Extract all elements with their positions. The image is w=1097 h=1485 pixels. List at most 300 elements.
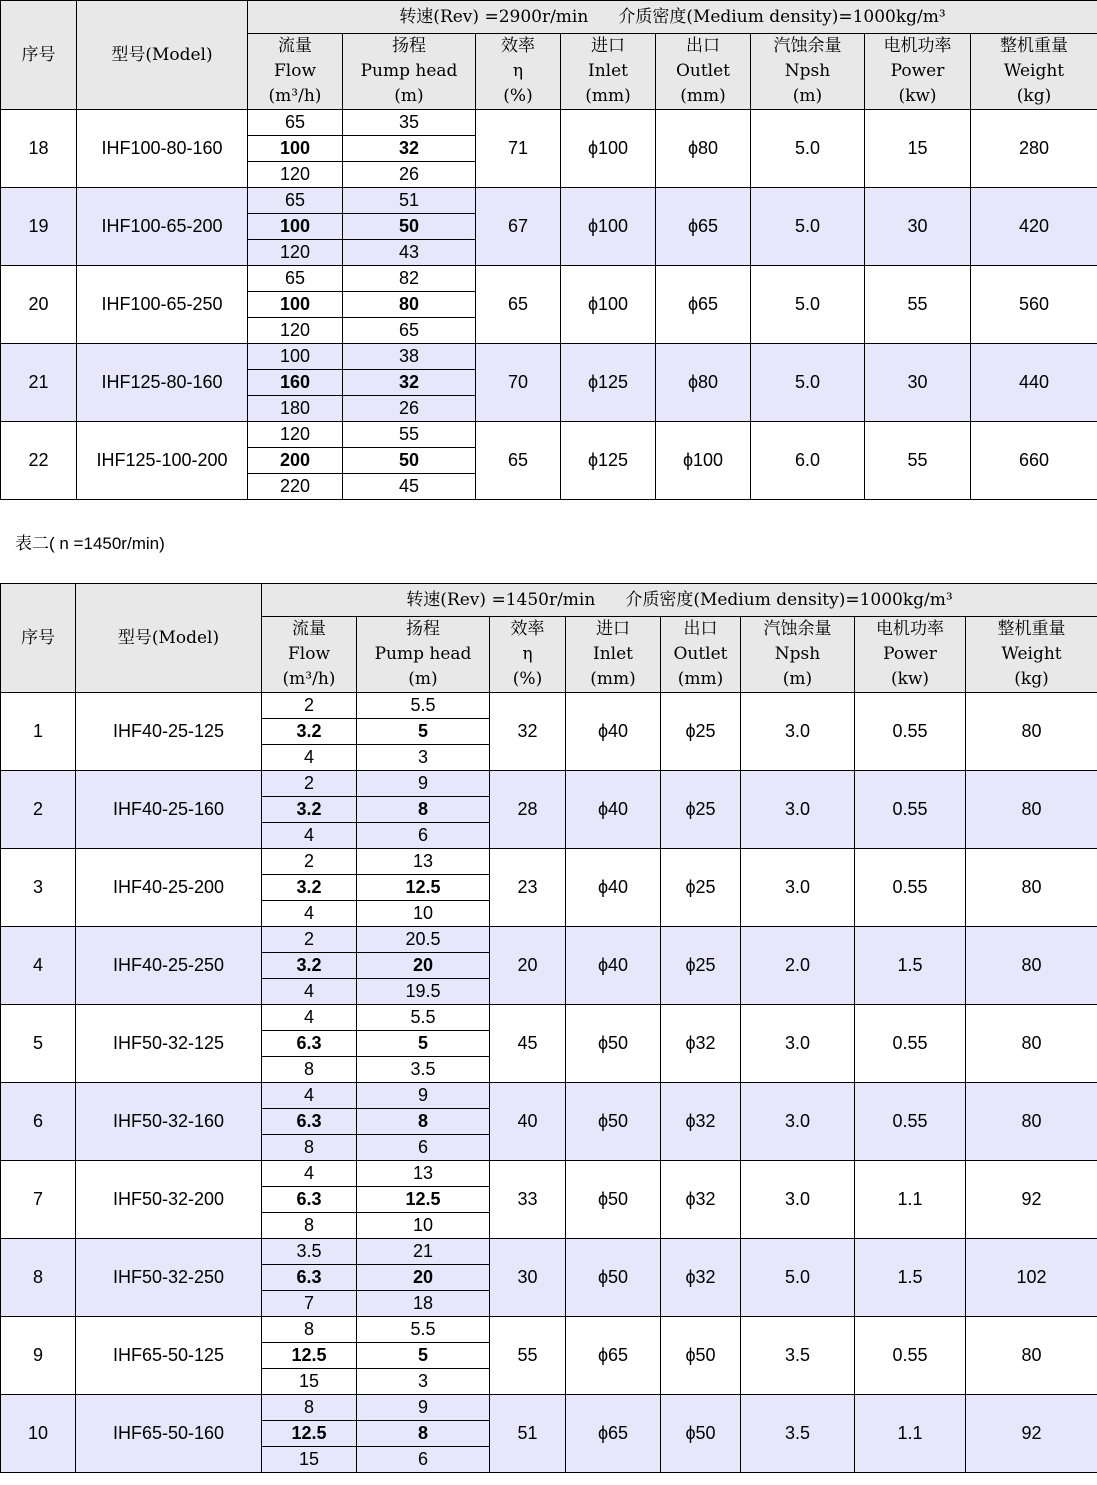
cell-outlet: ϕ25 — [661, 693, 741, 771]
cell-no: 6 — [1, 1083, 76, 1161]
cell-head: 8 — [357, 1421, 490, 1447]
cell-head: 43 — [343, 240, 476, 266]
header-line: (kg) — [1016, 86, 1052, 106]
header-model: 型号(Model) — [76, 584, 262, 693]
cell-head: 6 — [357, 1135, 490, 1161]
header-model: 型号(Model) — [77, 1, 248, 110]
cell-outlet: ϕ25 — [661, 771, 741, 849]
cell-weight: 660 — [971, 422, 1097, 500]
cell-npsh: 2.0 — [741, 927, 855, 1005]
cell-flow: 120 — [248, 162, 343, 188]
spec-table-2900rpm — [0, 0, 1097, 500]
header-line: (kg) — [1014, 669, 1049, 689]
cell-model: IHF40-25-200 — [76, 849, 262, 927]
cell-head: 5.5 — [357, 1005, 490, 1031]
header-line: (kw) — [898, 86, 937, 106]
cell-flow: 15 — [262, 1369, 357, 1395]
table-row — [1, 771, 1097, 797]
header-col — [966, 617, 1097, 693]
cell-outlet: ϕ80 — [656, 344, 751, 422]
header-no: 序号 — [1, 584, 76, 693]
cell-flow: 4 — [262, 1005, 357, 1031]
header-line: 整机重量 — [997, 619, 1066, 639]
cell-head: 45 — [343, 474, 476, 500]
table-row — [1, 344, 1097, 370]
cell-eff: 70 — [476, 344, 561, 422]
cell-flow: 180 — [248, 396, 343, 422]
cell-npsh: 3.0 — [741, 1161, 855, 1239]
cell-inlet: ϕ40 — [566, 927, 661, 1005]
header-col — [971, 34, 1097, 110]
table-row — [1, 1005, 1097, 1031]
cell-weight: 80 — [966, 771, 1097, 849]
cell-inlet: ϕ40 — [566, 771, 661, 849]
table-row — [1, 110, 1097, 136]
cell-inlet: ϕ40 — [566, 849, 661, 927]
cell-npsh: 5.0 — [751, 110, 865, 188]
header-line: η — [522, 644, 533, 664]
cell-weight: 80 — [966, 693, 1097, 771]
header-line: Weight — [1003, 61, 1065, 81]
header-row-top — [1, 1, 1097, 34]
table-row — [1, 1239, 1097, 1265]
header-row-top — [1, 584, 1097, 617]
cell-head: 20 — [357, 1265, 490, 1291]
header-line: Weight — [1001, 644, 1062, 664]
cell-no: 4 — [1, 927, 76, 1005]
cell-eff: 20 — [490, 927, 566, 1005]
cell-inlet: ϕ50 — [566, 1239, 661, 1317]
table-row — [1, 1395, 1097, 1421]
cell-inlet: ϕ50 — [566, 1161, 661, 1239]
cell-head: 9 — [357, 1395, 490, 1421]
cell-head: 26 — [343, 162, 476, 188]
table-row — [1, 927, 1097, 953]
cell-npsh: 3.0 — [741, 771, 855, 849]
header-line: 效率 — [510, 619, 545, 639]
cell-head: 26 — [343, 396, 476, 422]
cell-head: 5.5 — [357, 693, 490, 719]
cell-no: 2 — [1, 771, 76, 849]
cell-eff: 23 — [490, 849, 566, 927]
cell-weight: 92 — [966, 1161, 1097, 1239]
cell-weight: 440 — [971, 344, 1097, 422]
cell-eff: 30 — [490, 1239, 566, 1317]
header-col — [741, 617, 855, 693]
cell-model: IHF40-25-160 — [76, 771, 262, 849]
header-line: Power — [883, 644, 937, 664]
cell-model: IHF40-25-250 — [76, 927, 262, 1005]
header-line: 出口 — [686, 36, 720, 56]
cell-inlet: ϕ100 — [561, 188, 656, 266]
header-line: (mm) — [677, 669, 724, 689]
cell-flow: 4 — [262, 1161, 357, 1187]
header-line: 效率 — [501, 36, 535, 56]
header-line: (m³/h) — [282, 669, 336, 689]
cell-power: 1.1 — [855, 1395, 966, 1473]
table-row — [1, 1083, 1097, 1109]
header-line: 进口 — [596, 619, 630, 639]
header-line: (m) — [792, 86, 823, 106]
cell-flow: 3.5 — [262, 1239, 357, 1265]
cell-flow: 4 — [262, 979, 357, 1005]
cell-head: 55 — [343, 422, 476, 448]
cell-head: 9 — [357, 771, 490, 797]
header-col — [357, 617, 490, 693]
table-row — [1, 1317, 1097, 1343]
cell-flow: 3.2 — [262, 953, 357, 979]
cell-no: 10 — [1, 1395, 76, 1473]
cell-model: IHF100-65-250 — [77, 266, 248, 344]
header-line: 汽蚀余量 — [773, 36, 842, 56]
cell-head: 5 — [357, 719, 490, 745]
cell-head: 3.5 — [357, 1057, 490, 1083]
cell-head: 50 — [343, 448, 476, 474]
cell-outlet: ϕ80 — [656, 110, 751, 188]
cell-npsh: 5.0 — [751, 344, 865, 422]
cell-flow: 120 — [248, 240, 343, 266]
cell-power: 0.55 — [855, 1005, 966, 1083]
header-line: 扬程 — [392, 36, 426, 56]
table-row — [1, 1161, 1097, 1187]
header-line: Outlet — [673, 644, 728, 664]
cell-npsh: 3.0 — [741, 849, 855, 927]
cell-outlet: ϕ50 — [661, 1317, 741, 1395]
cell-no: 8 — [1, 1239, 76, 1317]
header-col — [262, 617, 357, 693]
cell-flow: 120 — [248, 318, 343, 344]
header-line: Power — [890, 61, 945, 81]
cell-eff: 65 — [476, 266, 561, 344]
cell-power: 0.55 — [855, 1317, 966, 1395]
cell-flow: 200 — [248, 448, 343, 474]
cell-head: 12.5 — [357, 1187, 490, 1213]
cell-flow: 65 — [248, 110, 343, 136]
cell-head: 38 — [343, 344, 476, 370]
rev-label: 转速(Rev) =2900r/min — [399, 6, 589, 27]
header-line: (mm) — [585, 86, 631, 106]
cell-weight: 420 — [971, 188, 1097, 266]
cell-outlet: ϕ65 — [656, 188, 751, 266]
cell-weight: 102 — [966, 1239, 1097, 1317]
cell-flow: 12.5 — [262, 1343, 357, 1369]
cell-weight: 80 — [966, 927, 1097, 1005]
table-row — [1, 849, 1097, 875]
cell-flow: 6.3 — [262, 1031, 357, 1057]
header-line: (m) — [394, 86, 424, 106]
cell-npsh: 3.5 — [741, 1317, 855, 1395]
cell-head: 12.5 — [357, 875, 490, 901]
cell-model: IHF100-80-160 — [77, 110, 248, 188]
cell-inlet: ϕ40 — [566, 693, 661, 771]
header-conditions — [248, 1, 1097, 34]
header-line: 进口 — [591, 36, 625, 56]
cell-head: 32 — [343, 136, 476, 162]
header-line: (mm) — [680, 86, 726, 106]
cell-outlet: ϕ25 — [661, 927, 741, 1005]
table-row — [1, 422, 1097, 448]
cell-outlet: ϕ65 — [656, 266, 751, 344]
cell-inlet: ϕ125 — [561, 344, 656, 422]
cell-power: 30 — [865, 188, 971, 266]
header-line: η — [512, 61, 524, 81]
header-line: 整机重量 — [1000, 36, 1068, 56]
cell-head: 9 — [357, 1083, 490, 1109]
cell-head: 5 — [357, 1031, 490, 1057]
header-col — [661, 617, 741, 693]
cell-power: 15 — [865, 110, 971, 188]
cell-head: 6 — [357, 823, 490, 849]
cell-head: 18 — [357, 1291, 490, 1317]
cell-model: IHF50-32-250 — [76, 1239, 262, 1317]
cell-npsh: 3.0 — [741, 1083, 855, 1161]
header-line: 出口 — [683, 619, 718, 639]
header-line: 扬程 — [406, 619, 440, 639]
cell-no: 20 — [1, 266, 77, 344]
cell-flow: 4 — [262, 901, 357, 927]
cell-outlet: ϕ32 — [661, 1161, 741, 1239]
header-line: 电机功率 — [883, 36, 952, 56]
cell-no: 19 — [1, 188, 77, 266]
cell-head: 20.5 — [357, 927, 490, 953]
header-line: Pump head — [360, 61, 458, 81]
density-label: 介质密度(Medium density)=1000kg/m³ — [618, 6, 946, 27]
header-line: 电机功率 — [876, 619, 944, 639]
cell-outlet: ϕ32 — [661, 1083, 741, 1161]
cell-eff: 51 — [490, 1395, 566, 1473]
cell-flow: 6.3 — [262, 1187, 357, 1213]
caption-prefix: 表二 — [15, 534, 49, 554]
header-col — [490, 617, 566, 693]
cell-outlet: ϕ32 — [661, 1239, 741, 1317]
cell-flow: 8 — [262, 1317, 357, 1343]
cell-model: IHF50-32-200 — [76, 1161, 262, 1239]
cell-inlet: ϕ100 — [561, 110, 656, 188]
cell-weight: 80 — [966, 1083, 1097, 1161]
cell-head: 51 — [343, 188, 476, 214]
rev-label: 转速(Rev) =1450r/min — [406, 589, 596, 610]
cell-eff: 32 — [490, 693, 566, 771]
header-col — [865, 34, 971, 110]
cell-flow: 2 — [262, 693, 357, 719]
cell-flow: 7 — [262, 1291, 357, 1317]
cell-head: 32 — [343, 370, 476, 396]
header-col — [561, 34, 656, 110]
cell-inlet: ϕ50 — [566, 1005, 661, 1083]
cell-flow: 2 — [262, 927, 357, 953]
cell-model: IHF125-100-200 — [77, 422, 248, 500]
header-line: (%) — [503, 86, 533, 106]
header-col — [476, 34, 561, 110]
cell-flow: 65 — [248, 266, 343, 292]
cell-model: IHF65-50-125 — [76, 1317, 262, 1395]
cell-eff: 65 — [476, 422, 561, 500]
cell-eff: 67 — [476, 188, 561, 266]
caption-text: ( n =1450r/min) — [49, 534, 165, 553]
cell-inlet: ϕ65 — [566, 1317, 661, 1395]
cell-no: 18 — [1, 110, 77, 188]
cell-inlet: ϕ65 — [566, 1395, 661, 1473]
header-line: (%) — [512, 669, 543, 689]
cell-head: 10 — [357, 901, 490, 927]
cell-model: IHF100-65-200 — [77, 188, 248, 266]
cell-flow: 8 — [262, 1213, 357, 1239]
cell-model: IHF50-32-125 — [76, 1005, 262, 1083]
cell-weight: 80 — [966, 1005, 1097, 1083]
cell-eff: 40 — [490, 1083, 566, 1161]
header-conditions — [262, 584, 1097, 617]
cell-head: 5 — [357, 1343, 490, 1369]
cell-inlet: ϕ50 — [566, 1083, 661, 1161]
cell-head: 50 — [343, 214, 476, 240]
cell-flow: 4 — [262, 745, 357, 771]
cell-head: 19.5 — [357, 979, 490, 1005]
header-col — [855, 617, 966, 693]
cell-no: 3 — [1, 849, 76, 927]
cell-flow: 120 — [248, 422, 343, 448]
cell-power: 0.55 — [855, 771, 966, 849]
cell-power: 55 — [865, 422, 971, 500]
cell-flow: 6.3 — [262, 1109, 357, 1135]
cell-head: 35 — [343, 110, 476, 136]
cell-power: 0.55 — [855, 693, 966, 771]
cell-eff: 55 — [490, 1317, 566, 1395]
cell-power: 55 — [865, 266, 971, 344]
header-line: Flow — [287, 644, 331, 664]
cell-model: IHF40-25-125 — [76, 693, 262, 771]
cell-power: 1.1 — [855, 1161, 966, 1239]
cell-head: 10 — [357, 1213, 490, 1239]
cell-flow: 6.3 — [262, 1265, 357, 1291]
header-line: Pump head — [374, 644, 472, 664]
cell-head: 13 — [357, 1161, 490, 1187]
header-col — [566, 617, 661, 693]
cell-head: 82 — [343, 266, 476, 292]
cell-head: 65 — [343, 318, 476, 344]
cell-npsh: 5.0 — [751, 266, 865, 344]
cell-head: 3 — [357, 1369, 490, 1395]
header-col — [656, 34, 751, 110]
cell-flow: 100 — [248, 214, 343, 240]
header-line: Npsh — [784, 61, 831, 81]
cell-eff: 45 — [490, 1005, 566, 1083]
cell-eff: 33 — [490, 1161, 566, 1239]
header-line: 流量 — [278, 36, 312, 56]
header-no: 序号 — [1, 1, 77, 110]
header-line: Inlet — [593, 644, 633, 664]
cell-flow: 100 — [248, 136, 343, 162]
cell-flow: 3.2 — [262, 797, 357, 823]
cell-flow: 100 — [248, 344, 343, 370]
density-label: 介质密度(Medium density)=1000kg/m³ — [625, 589, 953, 610]
cell-head: 5.5 — [357, 1317, 490, 1343]
cell-weight: 80 — [966, 1317, 1097, 1395]
cell-inlet: ϕ125 — [561, 422, 656, 500]
cell-power: 1.5 — [855, 1239, 966, 1317]
cell-flow: 4 — [262, 1083, 357, 1109]
table-row — [1, 266, 1097, 292]
cell-model: IHF125-80-160 — [77, 344, 248, 422]
cell-head: 80 — [343, 292, 476, 318]
cell-npsh: 5.0 — [741, 1239, 855, 1317]
header-line: Outlet — [675, 61, 731, 81]
cell-no: 5 — [1, 1005, 76, 1083]
cell-eff: 28 — [490, 771, 566, 849]
cell-model: IHF65-50-160 — [76, 1395, 262, 1473]
cell-no: 7 — [1, 1161, 76, 1239]
cell-head: 20 — [357, 953, 490, 979]
cell-flow: 2 — [262, 771, 357, 797]
cell-inlet: ϕ100 — [561, 266, 656, 344]
header-line: (m) — [408, 669, 438, 689]
cell-outlet: ϕ32 — [661, 1005, 741, 1083]
header-line: Npsh — [774, 644, 821, 664]
cell-head: 8 — [357, 1109, 490, 1135]
header-line: (m) — [782, 669, 813, 689]
header-col — [343, 34, 476, 110]
cell-flow: 3.2 — [262, 719, 357, 745]
cell-model: IHF50-32-160 — [76, 1083, 262, 1161]
cell-power: 0.55 — [855, 1083, 966, 1161]
cell-flow: 8 — [262, 1057, 357, 1083]
cell-weight: 80 — [966, 849, 1097, 927]
cell-flow: 160 — [248, 370, 343, 396]
cell-npsh: 6.0 — [751, 422, 865, 500]
cell-npsh: 3.0 — [741, 693, 855, 771]
cell-head: 3 — [357, 745, 490, 771]
cell-outlet: ϕ50 — [661, 1395, 741, 1473]
header-line: 汽蚀余量 — [763, 619, 832, 639]
cell-weight: 280 — [971, 110, 1097, 188]
table-row — [1, 693, 1097, 719]
cell-power: 1.5 — [855, 927, 966, 1005]
header-col — [248, 34, 343, 110]
spec-table-1450rpm — [0, 583, 1097, 1473]
cell-npsh: 3.0 — [741, 1005, 855, 1083]
cell-npsh: 5.0 — [751, 188, 865, 266]
cell-no: 21 — [1, 344, 77, 422]
header-line: (mm) — [590, 669, 636, 689]
cell-flow: 8 — [262, 1135, 357, 1161]
cell-weight: 92 — [966, 1395, 1097, 1473]
cell-flow: 3.2 — [262, 875, 357, 901]
cell-flow: 15 — [262, 1447, 357, 1473]
header-col — [751, 34, 865, 110]
cell-outlet: ϕ25 — [661, 849, 741, 927]
header-line: Inlet — [588, 61, 628, 81]
cell-flow: 2 — [262, 849, 357, 875]
table-caption — [15, 533, 165, 555]
cell-head: 8 — [357, 797, 490, 823]
cell-outlet: ϕ100 — [656, 422, 751, 500]
header-line: 流量 — [292, 619, 326, 639]
cell-no: 9 — [1, 1317, 76, 1395]
cell-flow: 220 — [248, 474, 343, 500]
cell-no: 1 — [1, 693, 76, 771]
cell-no: 22 — [1, 422, 77, 500]
header-line: (m³/h) — [268, 86, 322, 106]
cell-eff: 71 — [476, 110, 561, 188]
table-row — [1, 188, 1097, 214]
cell-power: 0.55 — [855, 849, 966, 927]
cell-npsh: 3.5 — [741, 1395, 855, 1473]
cell-weight: 560 — [971, 266, 1097, 344]
cell-flow: 65 — [248, 188, 343, 214]
cell-power: 30 — [865, 344, 971, 422]
cell-head: 13 — [357, 849, 490, 875]
cell-flow: 12.5 — [262, 1421, 357, 1447]
cell-flow: 100 — [248, 292, 343, 318]
